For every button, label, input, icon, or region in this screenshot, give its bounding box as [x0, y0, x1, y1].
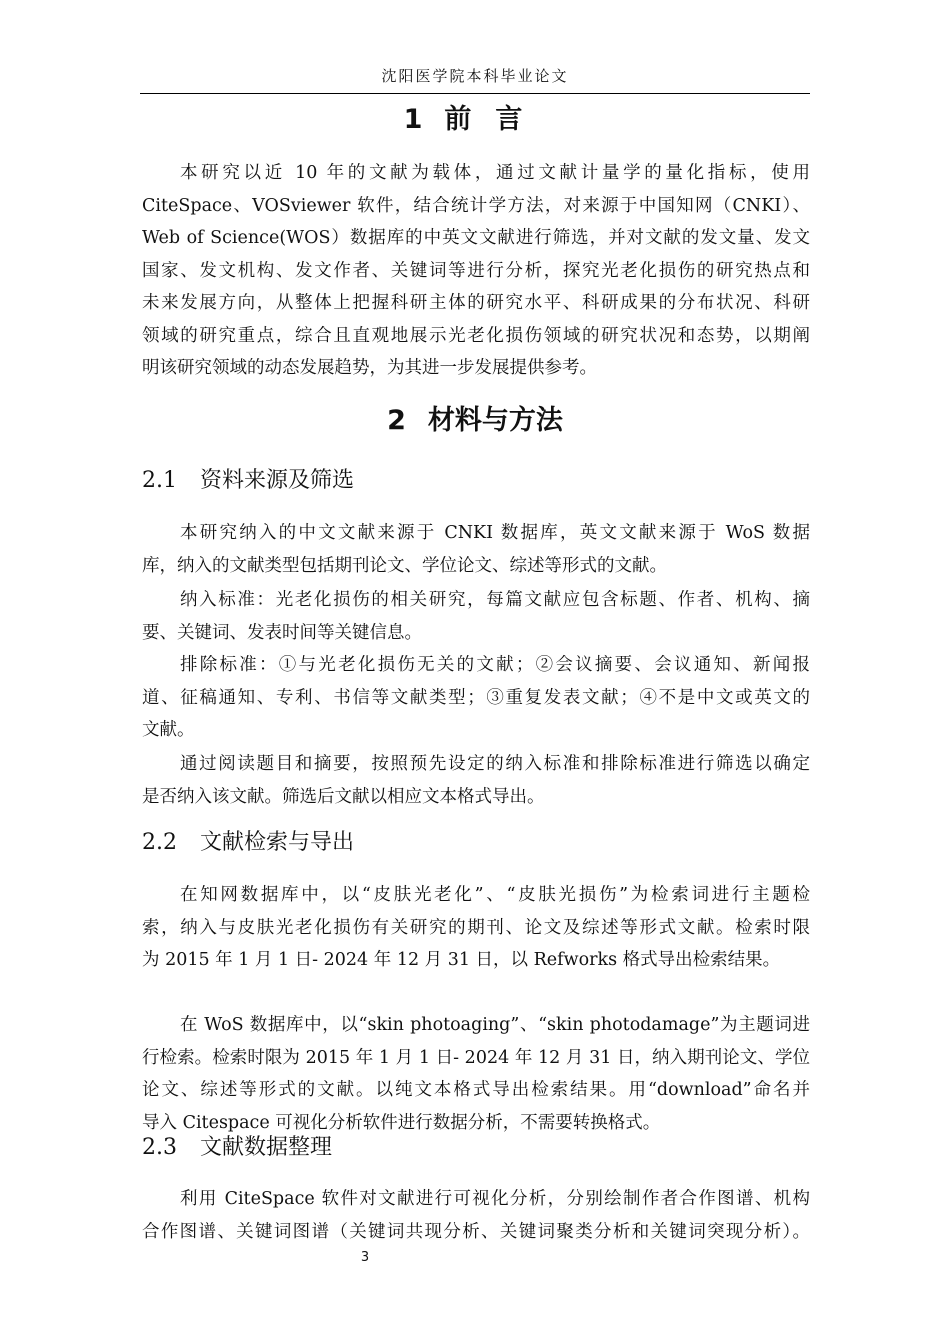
subsection-2-2-paragraph-1 [142, 879, 810, 977]
paragraph-line: 索，纳入与皮肤光老化损伤有关研究的期刊、论文及综述等形式文献。检索时限 [142, 917, 810, 938]
paragraph-line: 在 WoS 数据库中，以“skin photoaging”、“skin photodamage”为主题词进 [180, 1015, 810, 1035]
subsection-title: 文献检索与导出 [200, 830, 355, 855]
section-2-title: 材料与方法 [427, 405, 563, 436]
subsection-title: 文献数据整理 [200, 1135, 333, 1160]
section-1-title: 前言 [444, 104, 547, 135]
section-1-heading [140, 102, 810, 138]
section-1-number: 1 [403, 104, 423, 135]
paragraph-line: 合作图谱、关键词图谱（关键词共现分析、关键词聚类分析和关键词突现分析）。 [142, 1221, 810, 1242]
paragraph-line: 在知网数据库中，以“皮肤光老化”、“皮肤光损伤”为检索词进行主题检 [180, 885, 810, 905]
section-1-paragraph [142, 157, 810, 385]
paragraph-line: 通过阅读题目和摘要，按照预先设定的纳入标准和排除标准进行筛选以确定 [180, 754, 810, 774]
subsection-2-3-paragraph-1 [142, 1183, 810, 1248]
paragraph-line: 文献。 [142, 720, 195, 740]
paragraph-line: 纳入标准：光老化损伤的相关研究，每篇文献应包含标题、作者、机构、摘 [180, 590, 810, 610]
paragraph-line: 本研究以近 10 年的文献为载体，通过文献计量学的量化指标，使用 [180, 163, 810, 183]
paragraph-line: 国家、发文机构、发文作者、关键词等进行分析，探究光老化损伤的研究热点和 [142, 260, 810, 281]
section-2-number: 2 [387, 405, 406, 436]
paragraph-line: 领域的研究重点，综合且直观地展示光老化损伤领域的研究状况和态势，以期阐 [142, 325, 810, 346]
paragraph-line: CiteSpace、VOSviewer 软件，结合统计学方法，对来源于中国知网（CNKI）、 [142, 195, 810, 216]
running-header: 沈阳医学院本科毕业论文 [381, 67, 569, 85]
subsection-2-2-heading [142, 828, 354, 858]
subsection-number: 2.2 [142, 830, 177, 855]
paragraph-line: 是否纳入该文献。筛选后文献以相应文本格式导出。 [142, 786, 545, 807]
subsection-title: 资料来源及筛选 [200, 468, 355, 493]
paragraph-line: 为 2015 年 1 月 1 日- 2024 年 12 月 31 日，以 Refworks 格式导出检索结果。 [142, 950, 781, 970]
page-number: 3 [360, 1250, 370, 1265]
subsection-2-1-heading [142, 466, 354, 496]
section-2-heading [140, 403, 810, 439]
paragraph-line: 明该研究领域的动态发展趋势，为其进一步发展提供参考。 [142, 358, 597, 378]
subsection-2-2-paragraph-2 [142, 1009, 810, 1139]
paragraph-line: 行检索。检索时限为 2015 年 1 月 1 日- 2024 年 12 月 31 日，纳入期刊论文、学位 [142, 1047, 810, 1068]
paragraph-line: Web of Science(WOS）数据库的中英文文献进行筛选，并对文献的发文量、发文 [142, 228, 810, 248]
paragraph-line: 要、关键词、发表时间等关键信息。 [142, 622, 422, 643]
paragraph-line: 本研究纳入的中文文献来源于 CNKI 数据库，英文文献来源于 WoS 数据 [180, 523, 810, 543]
paragraph-line: 库，纳入的文献类型包括期刊论文、学位论文、综述等形式的文献。 [142, 555, 667, 576]
subsection-2-1-paragraph-1 [142, 517, 810, 582]
paragraph-line: 论文、综述等形式的文献。以纯文本格式导出检索结果。用“download”命名并 [142, 1080, 810, 1100]
subsection-2-1-paragraph-4 [142, 748, 810, 813]
paragraph-line: 导入 Citespace 可视化分析软件进行数据分析，不需要转换格式。 [142, 1112, 661, 1133]
subsection-2-1-paragraph-2 [142, 584, 810, 649]
paragraph-line: 利用 CiteSpace 软件对文献进行可视化分析，分别绘制作者合作图谱、机构 [180, 1189, 810, 1209]
subsection-number: 2.1 [142, 468, 177, 493]
paragraph-line: 排除标准：①与光老化损伤无关的文献；②会议摘要、会议通知、新闻报 [180, 655, 810, 675]
subsection-2-3-heading [142, 1133, 332, 1163]
header-rule [140, 93, 810, 94]
subsection-number: 2.3 [142, 1135, 177, 1160]
paragraph-line: 未来发展方向，从整体上把握科研主体的研究水平、科研成果的分布状况、科研 [142, 293, 810, 313]
paragraph-line: 道、征稿通知、专利、书信等文献类型；③重复发表文献；④不是中文或英文的 [142, 687, 810, 708]
subsection-2-1-paragraph-3 [142, 649, 810, 747]
